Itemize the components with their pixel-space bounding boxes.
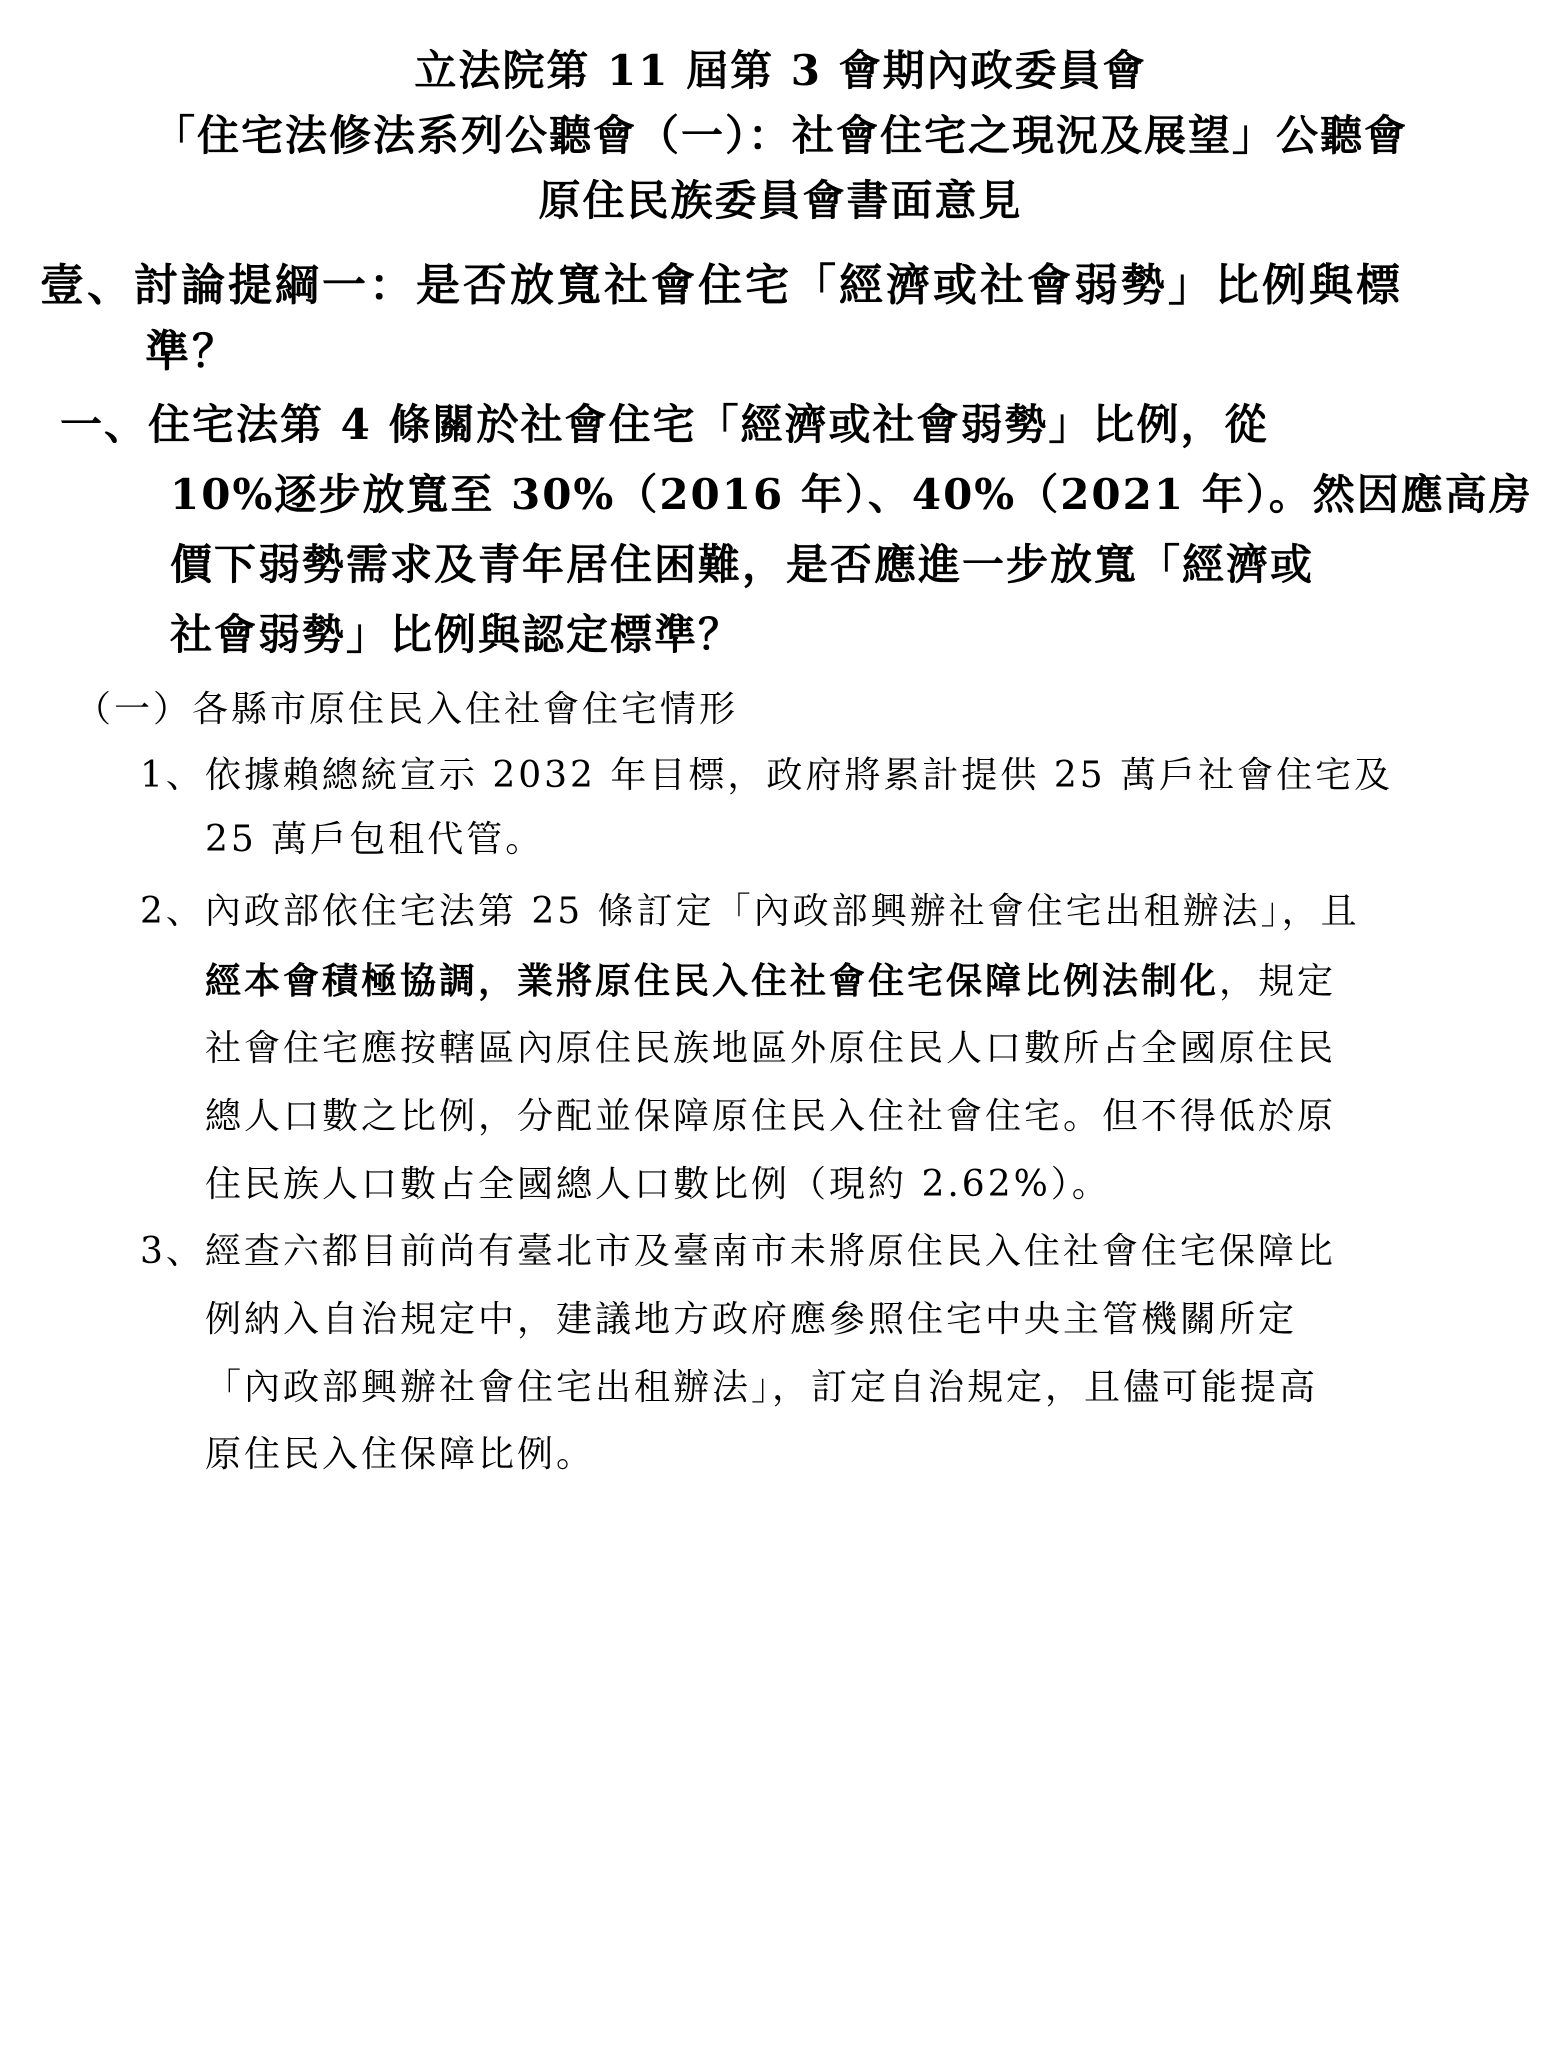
document-title-hearing: 「住宅法修法系列公聽會（一）：社會住宅之現況及展望」公聽會 <box>152 111 1408 160</box>
point1-line1: 1、依據賴總統宣示 2032 年目標，政府將累計提供 25 萬戶社會住宅及 <box>140 755 1394 796</box>
item-one-line4: 社會弱勢」比例與認定標準？ <box>170 610 743 659</box>
point2-line4: 總人口數之比例，分配並保障原住民入住社會住宅。但不得低於原 <box>205 1096 1337 1137</box>
point2-emphasis: 經本會積極協調，業將原住民入住社會住宅保障比例法制化 <box>205 960 1220 1002</box>
point1-line2: 25 萬戶包租代管。 <box>205 819 545 860</box>
item-one-line2: 10%逐步放寬至 30%（2016 年）、40%（2021 年）。然因應高房 <box>170 470 1533 519</box>
point2-line3: 社會住宅應按轄區內原住民族地區外原住民人口數所占全國原住民 <box>205 1028 1337 1069</box>
document-title-committee: 立法院第 11 屆第 3 會期內政委員會 <box>414 46 1147 95</box>
point2-line1: 2、內政部依住宅法第 25 條訂定「內政部興辦社會住宅出租辦法」，且 <box>140 891 1360 932</box>
point2-line2-rest: ，規定 <box>1219 961 1337 1002</box>
item-one-line3: 價下弱勢需求及青年居住困難，是否應進一步放寬「經濟或 <box>170 540 1315 589</box>
section-heading-line1: 壹、討論提綱一：是否放寬社會住宅「經濟或社會弱勢」比例與標 <box>40 260 1403 311</box>
document-title-author: 原住民族委員會書面意見 <box>538 176 1023 225</box>
item-one-line1: 一、住宅法第 4 條關於社會住宅「經濟或社會弱勢」比例，從 <box>60 400 1269 449</box>
section-heading-line2: 準？ <box>145 326 239 377</box>
point3-line2: 例納入自治規定中，建議地方政府應參照住宅中央主管機關所定 <box>205 1299 1298 1340</box>
point2-line2 <box>205 960 1337 1002</box>
subsection-heading: （一）各縣市原住民入住社會住宅情形 <box>75 689 739 730</box>
point3-line4: 原住民入住保障比例。 <box>205 1434 596 1475</box>
point3-line1: 3、經查六都目前尚有臺北市及臺南市未將原住民入住社會住宅保障比 <box>140 1231 1336 1272</box>
point2-line5: 住民族人口數占全國總人口數比例（現約 2.62%）。 <box>205 1164 1111 1205</box>
point3-line3: 「內政部興辦社會住宅出租辦法」，訂定自治規定，且儘可能提高 <box>205 1367 1319 1408</box>
